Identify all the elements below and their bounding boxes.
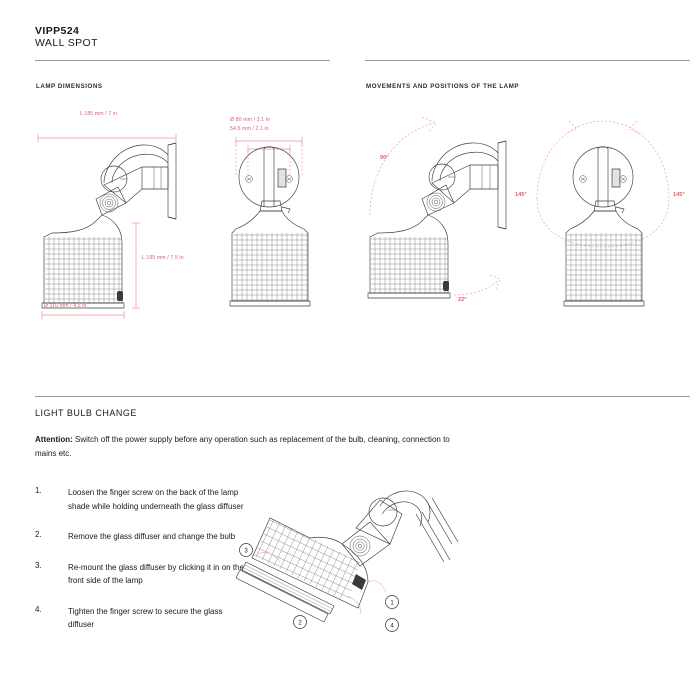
dimension-width-line <box>38 134 176 142</box>
step-number: 4. <box>35 604 42 614</box>
tilt-arc-90 <box>370 117 436 215</box>
step-text: Remove the glass diffuser and change the bulb <box>68 532 236 541</box>
callout-4 <box>386 619 399 632</box>
attention-body: Switch off the power supply before any operation such as replacement of the bulb, cleaning, connection to mains etc. <box>35 435 450 458</box>
swivel-arc-145 <box>537 121 669 247</box>
figure-swivel-movements <box>515 115 690 315</box>
dimension-shade-diameter-label: Ø 110 mm / 4.5 in <box>44 303 87 309</box>
steps-list <box>35 486 250 649</box>
dimension-height-line <box>132 223 140 308</box>
step-text: Re-mount the glass diffuser by clicking it in on the front side of the lamp <box>68 562 244 585</box>
list-item <box>35 486 250 513</box>
angle-swivel-right-label: 145° <box>673 192 685 198</box>
svg-text:4: 4 <box>390 623 394 630</box>
svg-text:3: 3 <box>244 548 248 555</box>
divider-middle <box>35 396 690 397</box>
section-label-movements: MOVEMENTS AND POSITIONS OF THE LAMP <box>366 83 520 90</box>
page-title <box>35 25 98 50</box>
figure-bulb-change-exploded <box>230 470 460 645</box>
shade-hatching <box>45 237 122 303</box>
angle-swivel-left-label: 145° <box>515 192 527 198</box>
shade-hatching <box>371 237 448 293</box>
dimension-width-label: L 185 mm / 7 in <box>80 111 118 117</box>
angle-tilt-up-label: 90° <box>380 155 389 161</box>
attention-lead: Attention: <box>35 435 73 444</box>
svg-text:2: 2 <box>298 620 302 627</box>
figure-lamp-side-view <box>30 111 205 315</box>
product-name: WALL SPOT <box>35 37 98 49</box>
shade-hatching <box>233 233 308 301</box>
figure-tilt-movements <box>358 115 518 315</box>
divider-left <box>35 60 330 61</box>
attention-note <box>35 433 455 461</box>
step-number: 2. <box>35 530 42 539</box>
product-code: VIPP524 <box>35 25 80 37</box>
shade-hatching <box>567 233 642 301</box>
dimension-height-label: L 195 mm / 7.5 in <box>142 255 184 261</box>
section-label-lamp-dimensions: LAMP DIMENSIONS <box>36 83 103 90</box>
section-heading-light-bulb-change: LIGHT BULB CHANGE <box>35 408 137 418</box>
step-number: 3. <box>35 560 42 570</box>
tilt-arc-22 <box>454 275 500 295</box>
dimension-plate-line <box>236 137 302 177</box>
angle-tilt-down-label: 22° <box>458 297 467 303</box>
dimension-shade-diameter-line <box>42 311 124 319</box>
divider-right <box>365 60 690 61</box>
step-number: 1. <box>35 486 42 495</box>
dimension-plate-spacing-label: 54.5 mm / 2.1 in <box>230 126 269 132</box>
shade-hatching <box>255 519 360 599</box>
callout-3 <box>240 544 253 557</box>
step-text: Tighten the finger screw to secure the glass diffuser <box>68 606 223 629</box>
list-item <box>35 530 250 544</box>
figure-lamp-front-view <box>218 115 328 315</box>
list-item <box>35 561 250 588</box>
dimension-plate-diameter-label: Ø 80 mm / 3.1 in <box>230 117 270 123</box>
callout-1 <box>386 596 399 609</box>
list-item <box>35 605 250 632</box>
step-text: Loosen the finger screw on the back of the lamp shade while holding underneath the glass diffuser <box>68 488 244 511</box>
svg-text:1: 1 <box>390 600 394 607</box>
callout-2 <box>294 616 307 629</box>
